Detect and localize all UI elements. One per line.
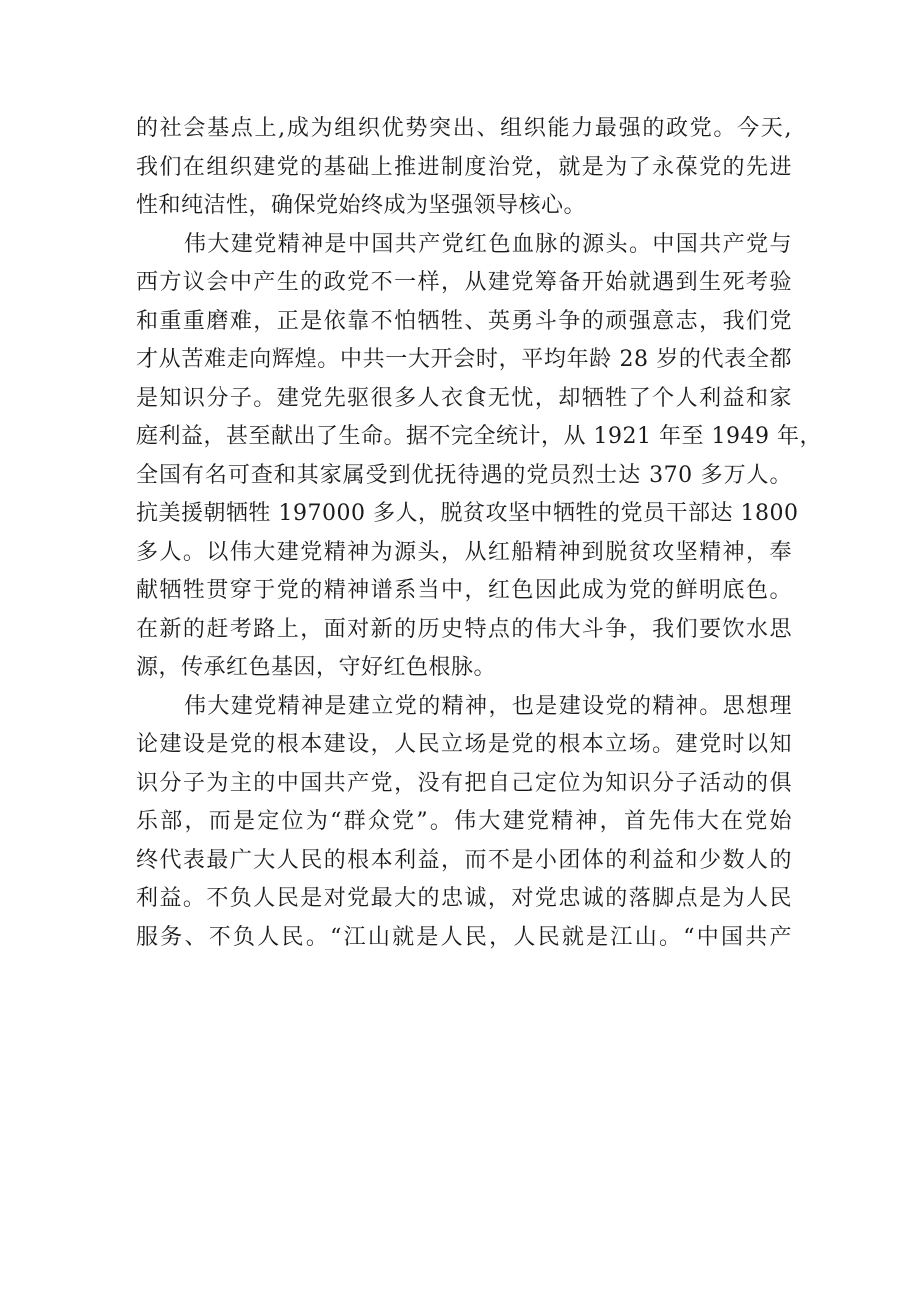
text-line: 我们在组织建党的基础上推进制度治党，就是为了永葆党的先进 [136, 154, 792, 180]
text-line: 服务、不负人民。“江山就是人民，人民就是江山。“中国共产 [136, 924, 792, 950]
text-line: 利益。不负人民是对党最大的忠诚，对党忠诚的落脚点是为人民 [136, 886, 792, 911]
text-line: 在新的赶考路上，面对新的历史特点的伟大斗争，我们要饮水思 [136, 616, 792, 642]
text-line: 乐部，而是定位为“群众党”。伟大建党精神，首先伟大在党始 [136, 809, 792, 834]
text-line: 和重重磨难，正是依靠不怕牺牲、英勇斗争的顽强意志，我们党 [136, 308, 792, 334]
text-line: 才从苦难走向辉煌。中共一大开会时，平均年龄 28 岁的代表全都 [136, 347, 792, 372]
text-line: 识分子为主的中国共产党，没有把自己定位为知识分子活动的俱 [136, 770, 792, 796]
text-line: 伟大建党精神是建立党的精神，也是建设党的精神。思想理 [184, 693, 792, 719]
text-line: 源，传承红色基因，守好红色根脉。 [136, 655, 497, 680]
text-line: 是知识分子。建党先驱很多人衣食无忧，却牺牲了个人利益和家 [136, 385, 792, 411]
body-text [136, 110, 822, 957]
text-line: 全国有名可查和其家属受到优抚待遇的党员烈士达 370 多万人。 [136, 462, 792, 488]
text-line: 论建设是党的根本建设，人民立场是党的根本立场。建党时以知 [136, 732, 792, 757]
text-line: 的社会基点上,成为组织优势突出、组织能力最强的政党。今天, [136, 116, 792, 141]
text-line: 抗美援朝牺牲 197000 多人，脱贫攻坚中牺牲的党员干部达 1800 [136, 501, 799, 526]
text-line: 西方议会中产生的政党不一样，从建党筹备开始就遇到生死考验 [136, 270, 792, 295]
text-line: 伟大建党精神是中国共产党红色血脉的源头。中国共产党与 [184, 231, 792, 257]
text-line: 终代表最广大人民的根本利益，而不是小团体的利益和少数人的 [136, 847, 792, 873]
text-line: 性和纯洁性，确保党始终成为坚强领导核心。 [136, 193, 587, 218]
text-line: 多人。以伟大建党精神为源头，从红船精神到脱贫攻坚精神，奉 [136, 539, 792, 565]
text-line: 庭利益，甚至献出了生命。据不完全统计，从 1921 年至 1949 年， [136, 424, 822, 449]
text-line: 献牺牲贯穿于党的精神谱系当中，红色因此成为党的鲜明底色。 [136, 578, 792, 603]
